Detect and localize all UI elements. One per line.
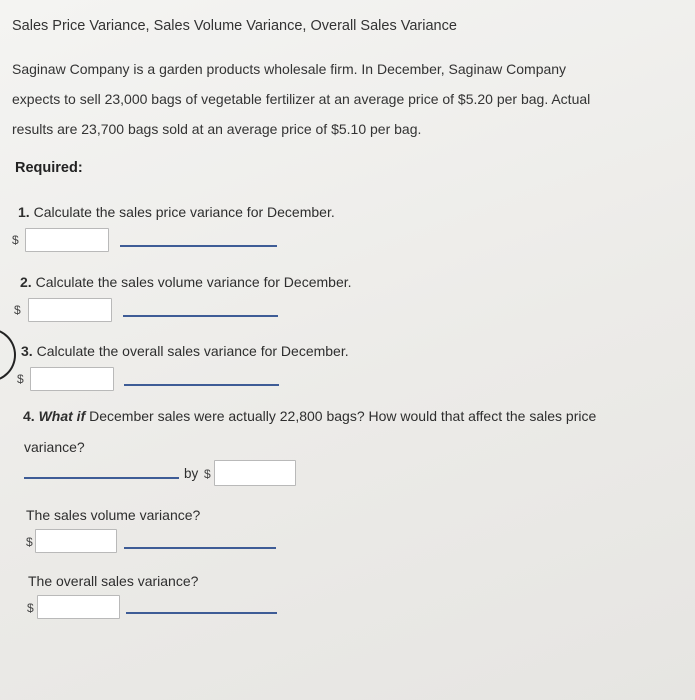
page-edge-curve [0, 328, 16, 382]
intro-line-3: results are 23,700 bags sold at an average price of $5.10 per bag. [12, 121, 422, 137]
question-4-text-1: December sales were actually 22,800 bags? How would that affect the sales price [89, 408, 597, 424]
q4-volume-dollar-sign: $ [26, 535, 33, 549]
q4-by-label: by [184, 466, 199, 481]
q1-select-chrome [120, 235, 277, 247]
q4-volume-amount-input[interactable] [35, 529, 117, 553]
question-3 [21, 343, 349, 359]
q4-volume-question: The sales volume variance? [26, 507, 201, 523]
question-4-what-if: What if [38, 408, 86, 424]
q1-amount-input[interactable] [25, 228, 109, 252]
q3-dollar-sign: $ [17, 372, 24, 386]
question-2 [20, 274, 352, 290]
q4-price-amount-input[interactable] [214, 460, 296, 486]
q4-overall-dollar-sign: $ [27, 601, 34, 615]
q3-amount-input[interactable] [30, 367, 114, 391]
question-2-number: 2. [20, 274, 32, 290]
q4-overall-select-chrome [126, 602, 277, 614]
question-1-text: Calculate the sales price variance for December. [33, 204, 335, 220]
question-1-number: 1. [18, 204, 30, 220]
question-3-number: 3. [21, 343, 33, 359]
q4-overall-amount-input[interactable] [37, 595, 120, 619]
page-title: Sales Price Variance, Sales Volume Variance, Overall Sales Variance [12, 18, 457, 34]
q4-price-dollar-sign: $ [204, 467, 211, 481]
q3-select-chrome [124, 374, 279, 386]
q2-dollar-sign: $ [14, 303, 21, 317]
question-1 [18, 204, 335, 220]
question-4 [23, 408, 596, 424]
question-3-text: Calculate the overall sales variance for December. [36, 343, 349, 359]
q2-select-chrome [123, 305, 278, 317]
q2-amount-input[interactable] [28, 298, 112, 322]
intro-line-1: Saginaw Company is a garden products wholesale firm. In December, Saginaw Company [12, 61, 567, 77]
q1-dollar-sign: $ [12, 233, 19, 247]
question-2-text: Calculate the sales volume variance for December. [35, 274, 352, 290]
required-heading: Required: [15, 160, 83, 176]
q4-overall-question: The overall sales variance? [28, 573, 199, 589]
q4-volume-select-chrome [124, 537, 276, 549]
question-4-number: 4. [23, 408, 35, 424]
q4-select-chrome [24, 467, 179, 479]
intro-line-2: expects to sell 23,000 bags of vegetable fertilizer at an average price of $5.20 per bag. Actual [12, 91, 591, 107]
question-4-text-2: variance? [24, 439, 85, 455]
